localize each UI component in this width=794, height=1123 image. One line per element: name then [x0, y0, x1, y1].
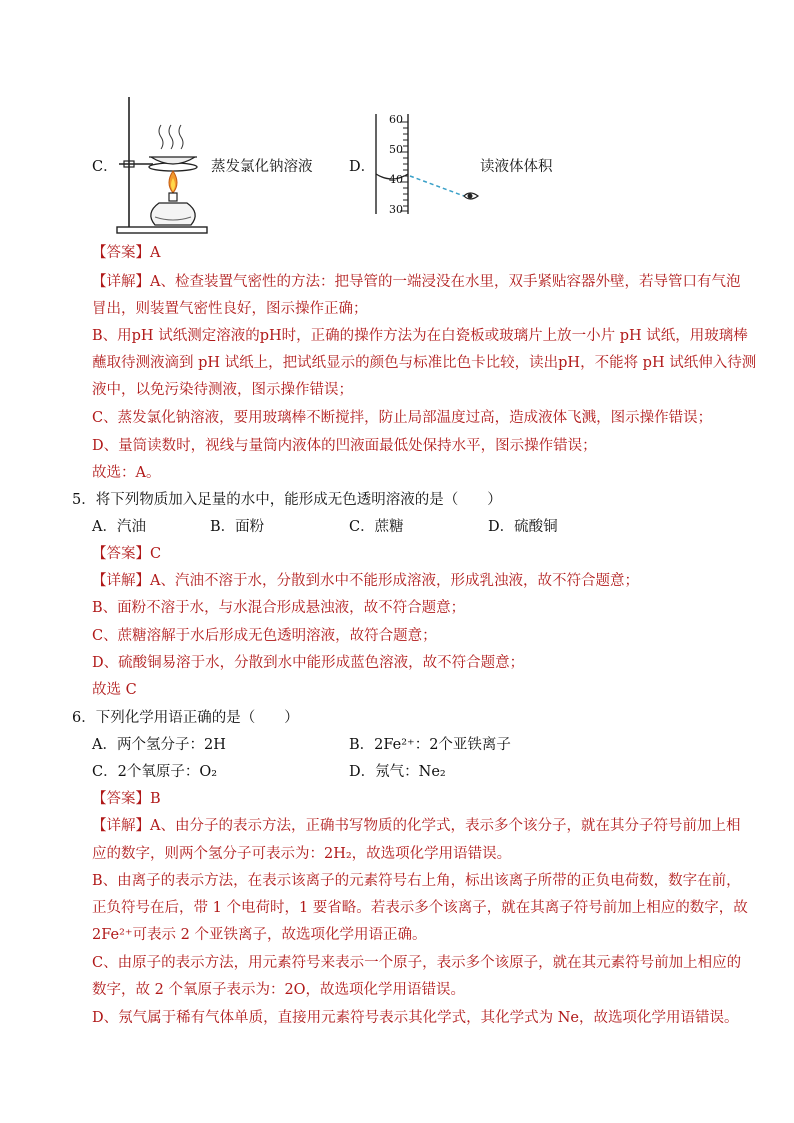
- q6-detail-line: 正负符号在后，带 1 个电荷时，1 要省略。若表示多个该离子，就在其离子符号前加上相应的数字，故: [92, 900, 748, 916]
- q4-detail-line: D、量筒读数时，视线与量筒内液体的凹液面最低处保持水平，图示操作错误；: [92, 438, 597, 454]
- q6-option-c: C．2个氧原子：O₂: [92, 764, 218, 780]
- q5-option-d: D．硫酸铜: [488, 519, 558, 535]
- option-c-caption: 蒸发氯化钠溶液: [211, 159, 313, 175]
- q5-detail-line: C、蔗糖溶解于水后形成无色透明溶液，故符合题意；: [92, 628, 437, 644]
- option-c-label: C．: [92, 159, 118, 175]
- q4-detail-line: C、蒸发氯化钠溶液，要用玻璃棒不断搅拌，防止局部温度过高，造成液体飞溅，图示操作错误；: [92, 410, 713, 426]
- q5-detail-line: B、面粉不溶于水，与水混合形成悬浊液，故不符合题意；: [92, 600, 466, 616]
- q5-option-b: B．面粉: [210, 519, 265, 535]
- q5-detail-line: D、硫酸铜易溶于水，分散到水中能形成蓝色溶液，故不符合题意；: [92, 655, 525, 671]
- q6-detail-line: D、氖气属于稀有气体单质，直接用元素符号表示其化学式，其化学式为 Ne，故选项化学用语错误。: [92, 1010, 739, 1026]
- q4-detail-line: B、用pH 试纸测定溶液的pH时，正确的操作方法为在白瓷板或玻璃片上放一小片 pH 试纸，用玻璃棒: [92, 328, 748, 344]
- q5-option-c: C．蔗糖: [349, 519, 404, 535]
- q4-detail-line: 蘸取待测液滴到 pH 试纸上，把试纸显示的颜色与标准比色卡比较，读出pH，不能将 pH 试纸伸入待测: [92, 355, 757, 371]
- q4-detail-line: 液中，以免污染待测液，图示操作错误；: [92, 382, 353, 398]
- q4-detail-line: 【详解】A、检查装置气密性的方法：把导管的一端浸没在水里，双手紧贴容器外壁，若导管口有气泡: [92, 274, 741, 290]
- evaporation-apparatus-figure: [115, 95, 215, 237]
- cylinder-tick-40: 40: [389, 173, 403, 186]
- q5-stem: 5．将下列物质加入足量的水中，能形成无色透明溶液的是（ ）: [72, 492, 502, 508]
- q5-detail-line: 故选 C: [92, 682, 137, 698]
- q6-option-d: D．氖气：Ne₂: [349, 764, 446, 780]
- q6-stem: 6．下列化学用语正确的是（ ）: [72, 710, 299, 726]
- graduated-cylinder-figure: [370, 110, 490, 218]
- cylinder-tick-60: 60: [389, 113, 403, 126]
- q6-option-b: B．2Fe²⁺：2个亚铁离子: [349, 737, 511, 753]
- q6-detail-line: 应的数字，则两个氢分子可表示为：2H₂，故选项化学用语错误。: [92, 846, 512, 862]
- cylinder-tick-30: 30: [389, 203, 403, 216]
- q6-detail-line: 2Fe²⁺可表示 2 个亚铁离子，故选项化学用语正确。: [92, 927, 427, 943]
- q4-detail-line: 冒出，则装置气密性良好，图示操作正确；: [92, 301, 368, 317]
- q5-detail-line: 【详解】A、汽油不溶于水，分散到水中不能形成溶液，形成乳浊液，故不符合题意；: [92, 573, 639, 589]
- q6-detail-line: 数字，故 2 个氧原子表示为：2O，故选项化学用语错误。: [92, 982, 466, 998]
- q6-detail-line: B、由离子的表示方法，在表示该离子的元素符号右上角，标出该离子所带的正负电荷数，数字在前，: [92, 873, 741, 889]
- q6-answer: 【答案】B: [92, 791, 161, 807]
- q4-answer: 【答案】A: [92, 245, 161, 261]
- q5-option-a: A．汽油: [92, 519, 146, 535]
- cylinder-tick-50: 50: [389, 143, 403, 156]
- option-d-label: D．: [349, 159, 376, 175]
- option-d-caption: 读液体体积: [480, 159, 553, 175]
- q6-detail-line: 【详解】A、由分子的表示方法，正确书写物质的化学式，表示多个该分子，就在其分子符号前加上相: [92, 818, 741, 834]
- q4-detail-line: 故选：A。: [92, 465, 161, 481]
- q6-detail-line: C、由原子的表示方法，用元素符号来表示一个原子，表示多个该原子，就在其元素符号前加上相应的: [92, 955, 742, 971]
- q5-answer: 【答案】C: [92, 546, 162, 562]
- q6-option-a: A．两个氢分子：2H: [92, 737, 226, 753]
